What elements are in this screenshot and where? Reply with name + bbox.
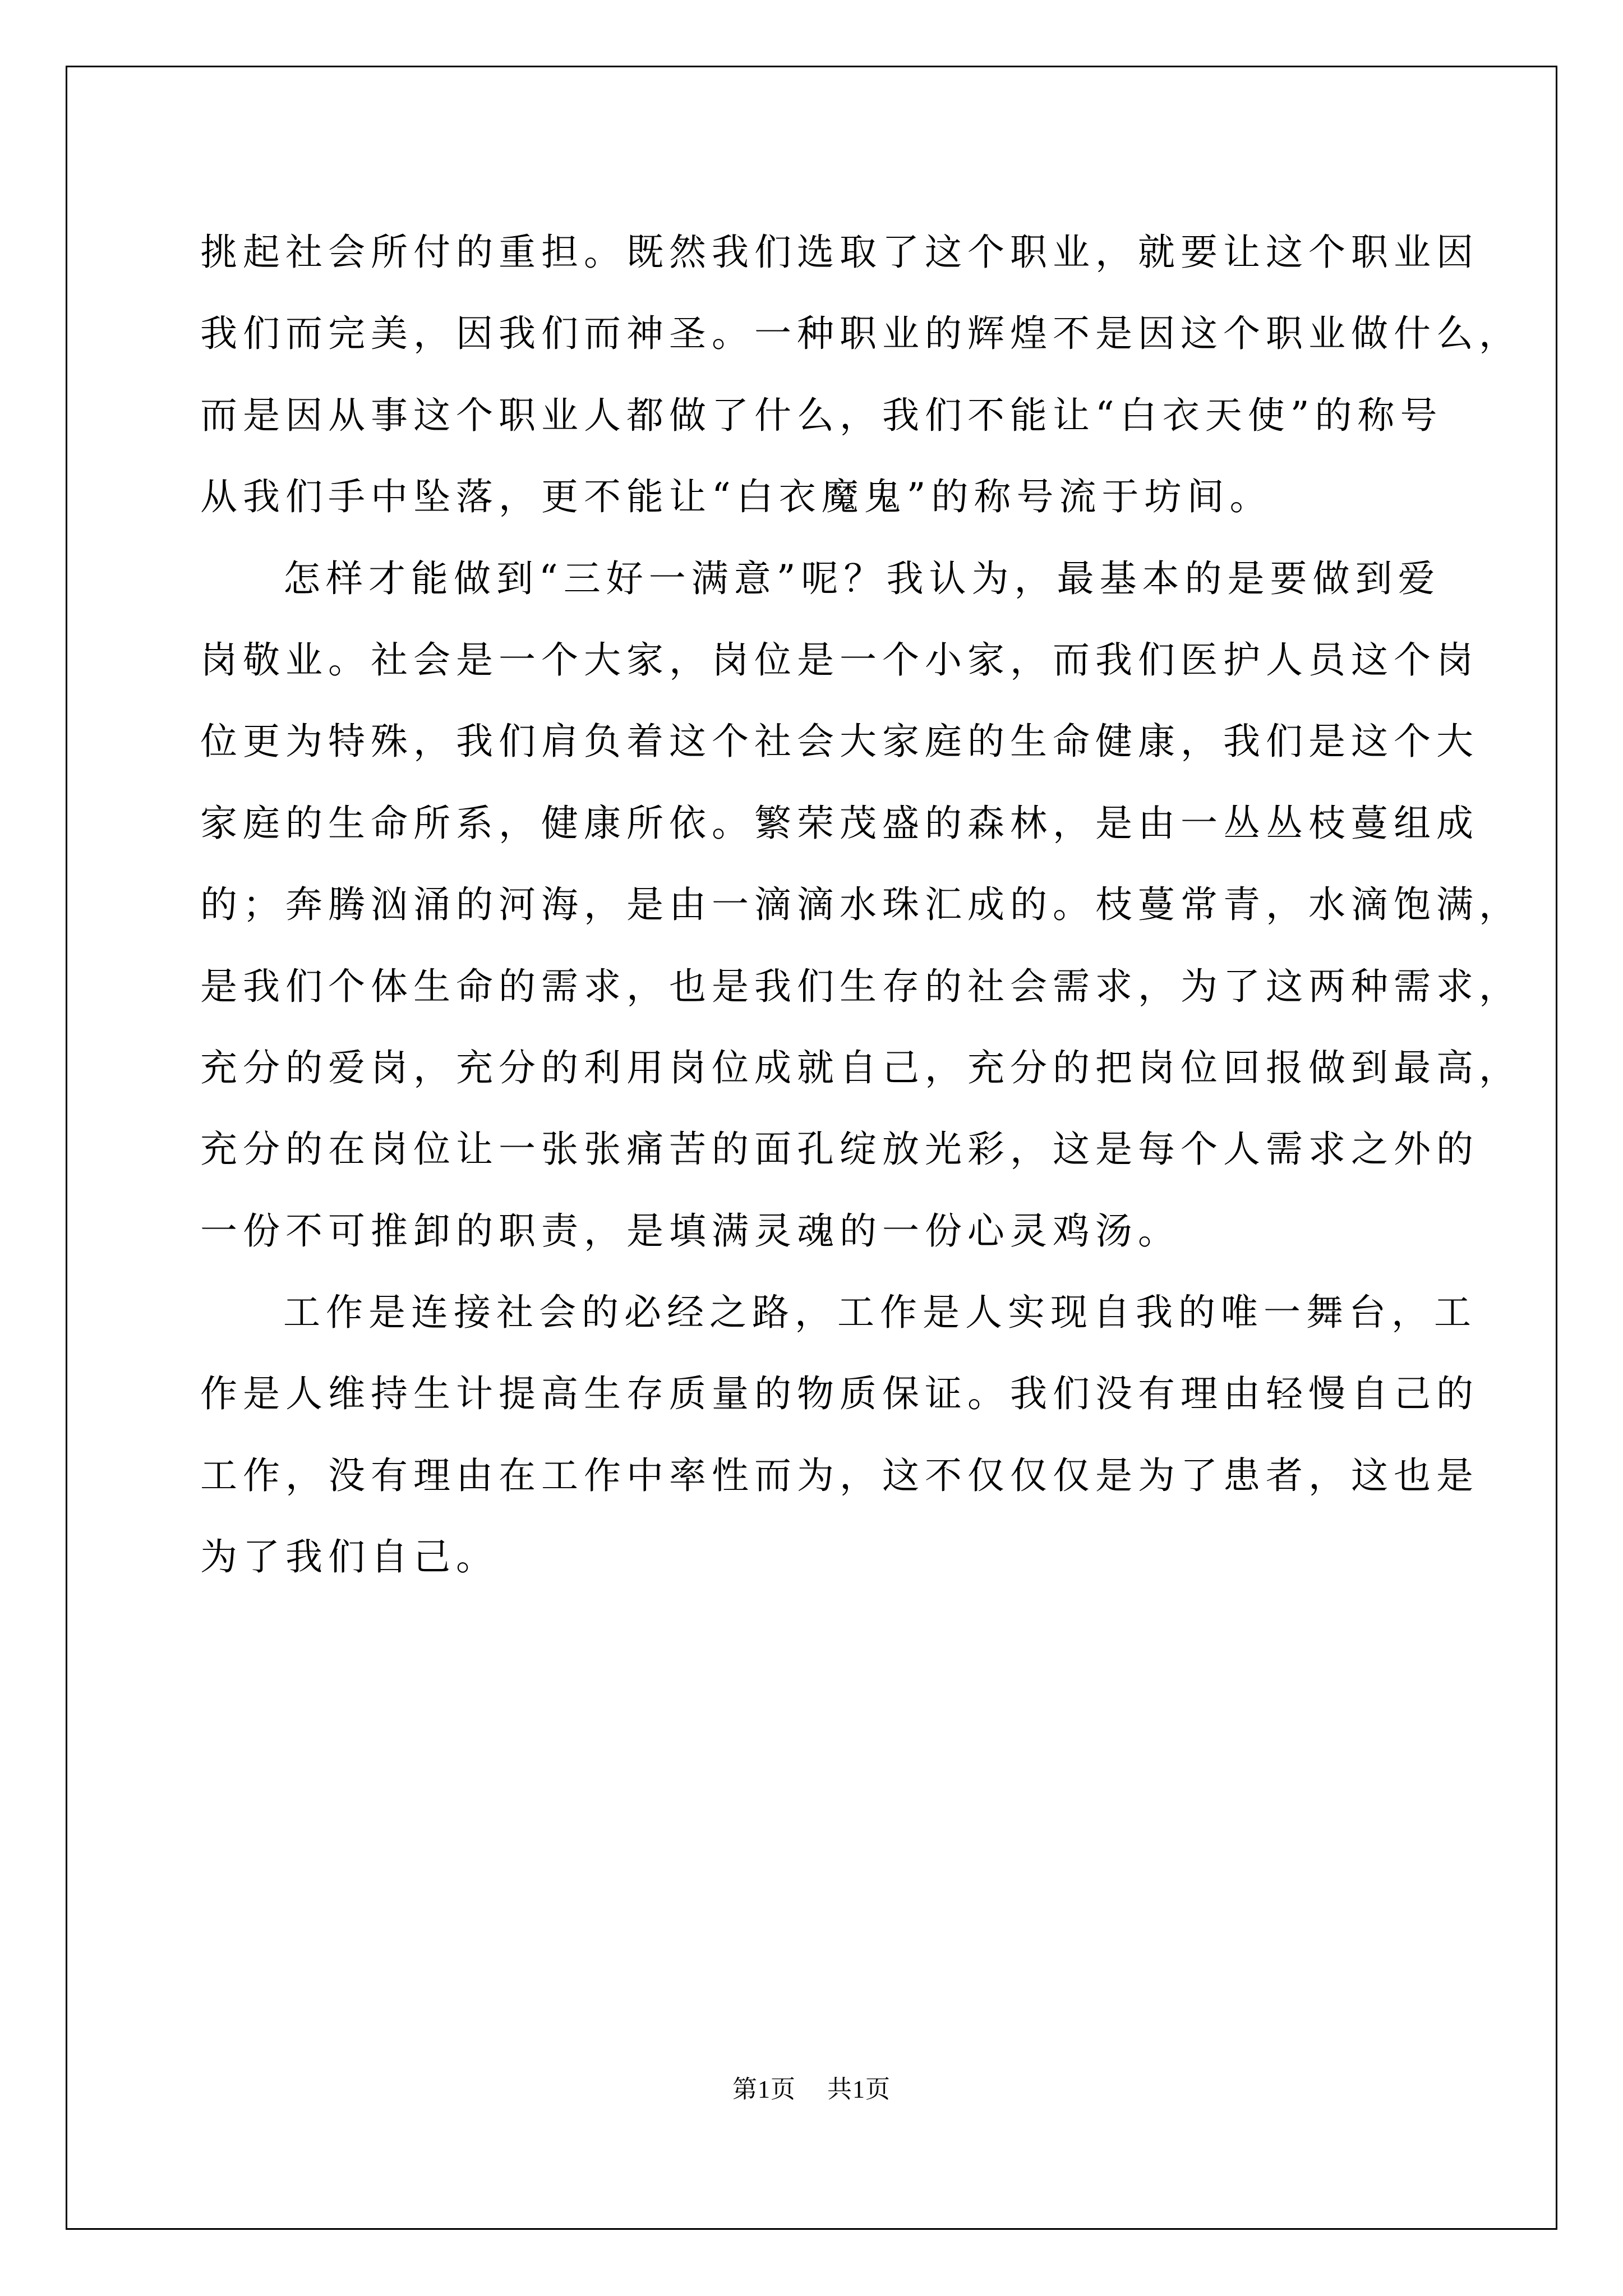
text-line: 作是人维持生计提高生存质量的物质保证。我们没有理由轻慢自己的 (200, 1372, 1479, 1416)
text-line: 而是因从事这个职业人都做了什么，我们不能让“白衣天使”的称号 (200, 393, 1443, 437)
text-line: 是我们个体生命的需求，也是我们生存的社会需求，为了这两种需求， (200, 964, 1521, 1008)
text-line: 工作，没有理由在工作中率性而为，这不仅仅仅是为了患者，这也是 (200, 1453, 1479, 1497)
text-line: 充分的在岗位让一张张痛苦的面孔绽放光彩，这是每个人需求之外的 (200, 1128, 1479, 1171)
text-line: 一份不可推卸的职责，是填满灵魂的一份心灵鸡汤。 (200, 1209, 1181, 1253)
text-line: 为了我们自己。 (200, 1535, 499, 1579)
text-line: 家庭的生命所系，健康所依。繁荣茂盛的森林，是由一丛丛枝蔓组成 (200, 801, 1479, 845)
page-number-total: 共1页 (827, 2076, 891, 2103)
text-line: 工作是连接社会的必经之路，工作是人实现自我的唯一舞台，工 (283, 1291, 1477, 1335)
text-line: 岗敬业。社会是一个大家，岗位是一个小家，而我们医护人员这个岗 (200, 638, 1479, 682)
text-line: 位更为特殊，我们肩负着这个社会大家庭的生命健康，我们是这个大 (200, 720, 1479, 763)
page-footer (0, 2069, 1623, 2105)
page-number-current: 第1页 (732, 2076, 796, 2103)
text-line: 从我们手中坠落，更不能让“白衣魔鬼”的称号流于坊间。 (200, 475, 1272, 519)
text-line: 充分的爱岗，充分的利用岗位成就自己，充分的把岗位回报做到最高， (200, 1046, 1521, 1089)
text-line: 挑起社会所付的重担。既然我们选取了这个职业，就要让这个职业因 (200, 231, 1479, 274)
text-line: 的；奔腾汹涌的河海，是由一滴滴水珠汇成的。枝蔓常青，水滴饱满， (200, 883, 1521, 927)
text-line: 我们而完美，因我们而神圣。一种职业的辉煌不是因这个职业做什么， (200, 312, 1521, 356)
document-body (200, 211, 1521, 1598)
text-line: 怎样才能做到“三好一满意”呢？我认为，最基本的是要做到爱 (283, 556, 1441, 600)
